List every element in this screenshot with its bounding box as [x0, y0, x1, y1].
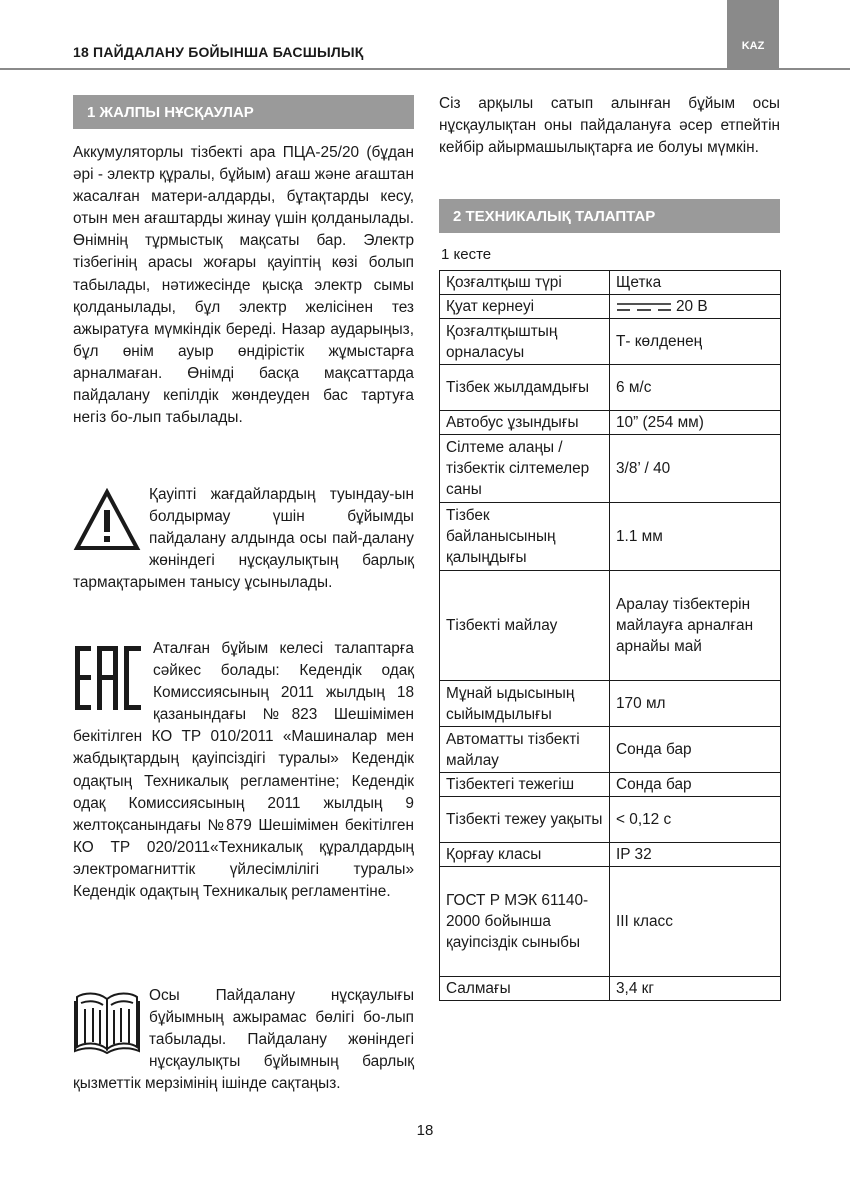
spec-value: IP 32 — [610, 843, 781, 867]
spec-value: Щетка — [610, 271, 781, 295]
spec-value: 1.1 мм — [610, 503, 781, 571]
warning-text: Қауіпті жағдайлардың туындау-ын болдырмау үшін бұйымды пайдалану алдында осы пай-далану жөніндегі нұсқаулықтың барлық тармақтарымен танысу ұсынылады. — [73, 486, 414, 592]
warning-block — [73, 484, 414, 594]
spec-value: 20 В — [676, 298, 708, 315]
table-row — [440, 797, 781, 843]
table-caption: 1 кесте — [441, 246, 492, 263]
table-row — [440, 727, 781, 773]
language-tab — [727, 0, 779, 68]
spec-value: Сонда бар — [610, 773, 781, 797]
continuation-paragraph: Сіз арқылы сатып алынған бұйым осы нұсқаулықтан оны пайдалануға әсер етпейтін кейбір айырмашылықтарға ие болуы мүмкін. — [439, 95, 780, 157]
spec-key: Мұнай ыдысының сыйымдылығы — [440, 681, 610, 727]
spec-key: Қорғау класы — [440, 843, 610, 867]
table-row — [440, 411, 781, 435]
table-row — [440, 295, 781, 319]
spec-value: < 0,12 с — [610, 797, 781, 843]
spec-value: Т- көлденең — [610, 319, 781, 365]
header-divider — [0, 68, 850, 70]
table-row — [440, 773, 781, 797]
spec-key: Салмағы — [440, 977, 610, 1001]
spec-value: III класс — [610, 867, 781, 977]
table-row — [440, 319, 781, 365]
spec-value: 170 мл — [610, 681, 781, 727]
section-technical-heading: 2 ТЕХНИКАЛЫҚ ТАЛАПТАР — [439, 199, 780, 233]
table-row — [440, 271, 781, 295]
spec-key: Тізбек жылдамдығы — [440, 365, 610, 411]
section-general-heading: 1 ЖАЛПЫ НҰСҚАУЛАР — [73, 95, 414, 129]
spec-value: Аралау тізбектерін майлауға арналған арнайы май — [610, 571, 781, 681]
page-number: 18 — [416, 1122, 434, 1139]
spec-key: ГОСТ Р МЭК 61140-2000 бойынша қауіпсіздік сыныбы — [440, 867, 610, 977]
eac-text: Аталған бұйым келесі талаптарға сәйкес болады: Кедендік одақ Комиссиясының 2011 жылдың 18 қазанындағы №823 Шешімімен бекітілген КО ТР 010/2011 «Машиналар мен жабдықтардың қауіпсіздігі туралы» Кедендік одақтың Техникалық регламентіне; Кедендік одақ Комиссиясының 2011 жылдың 9 желтоқсанындағы №879 Шешімімен бекітілген КО ТР 020/2011«Техникалық құралдардың электромагниттік үйлесімлілігі туралы» Кедендік одақтың Техникалық регламентіне. — [73, 640, 414, 901]
warning-triangle-icon — [73, 488, 141, 552]
dc-current-icon — [616, 301, 672, 313]
eac-block — [73, 638, 414, 903]
table-row — [440, 365, 781, 411]
table-row — [440, 977, 781, 1001]
spec-value: 10” (254 мм) — [610, 411, 781, 435]
spec-key: Автоматты тізбекті майлау — [440, 727, 610, 773]
spec-key: Автобус ұзындығы — [440, 411, 610, 435]
table-row — [440, 435, 781, 503]
intro-paragraph: Аккумуляторлы тізбекті ара ПЦА-25/20 (бұдан әрі - электр құралы, бұйым) ағаш және ағаштан жасалған матери-алдарды, бұтақтарды кесу, отын мен ағаштарды жинау үшін қолданылады. Өнімнің тұрмыстық мақсаты бар. Электр тізбегінің арасы жоғары қауіптің көзі болып табылады, нәтижесінде қысқа электр сымы қолданылады, бұл электр желісінен тез ажыратуға мүмкіндік береді. Назар аударыңыз, бұл өнім ауыр өндірістік жұмыстарға арналмаған. Өнімді басқа мақсаттарда пайдалану кепілдік жөндеуден бас тартуға негіз бо-лып табылады. — [73, 144, 414, 427]
spec-value: Сонда бар — [610, 727, 781, 773]
spec-key: Қозғалтқыш түрі — [440, 271, 610, 295]
spec-value-cell — [610, 295, 781, 319]
manual-text: Осы Пайдалану нұсқаулығы бұйымның ажырамас бөлігі бо-лып табылады. Пайдалану жөніндегі нұсқаулықты бұйымның барлық қызметтік мерзімінің ішінде сақтаңыз. — [73, 987, 414, 1093]
spec-value: 3/8’ / 40 — [610, 435, 781, 503]
spec-key: Тізбекті тежеу уақыты — [440, 797, 610, 843]
table-row — [440, 571, 781, 681]
specs-table — [439, 270, 781, 1001]
manual-block — [73, 985, 414, 1095]
language-label: KAZ — [741, 40, 765, 52]
spec-key: Тізбек байланысының қалыңдығы — [440, 503, 610, 571]
spec-key: Қозғалтқыштың орналасуы — [440, 319, 610, 365]
eac-mark-icon — [73, 644, 143, 712]
table-row — [440, 503, 781, 571]
spec-key: Қуат кернеуі — [440, 295, 610, 319]
spec-value: 3,4 кг — [610, 977, 781, 1001]
spec-key: Тізбекті майлау — [440, 571, 610, 681]
spec-key: Тізбектегі тежегіш — [440, 773, 610, 797]
page-header-title: 18 ПАЙДАЛАНУ БОЙЫНША БАСШЫЛЫҚ — [73, 44, 364, 60]
spec-value: 6 м/с — [610, 365, 781, 411]
table-row — [440, 843, 781, 867]
table-row — [440, 867, 781, 977]
spec-key: Сілтеме алаңы / тізбектік сілтемелер саны — [440, 435, 610, 503]
table-row — [440, 681, 781, 727]
open-book-icon — [73, 989, 141, 1055]
